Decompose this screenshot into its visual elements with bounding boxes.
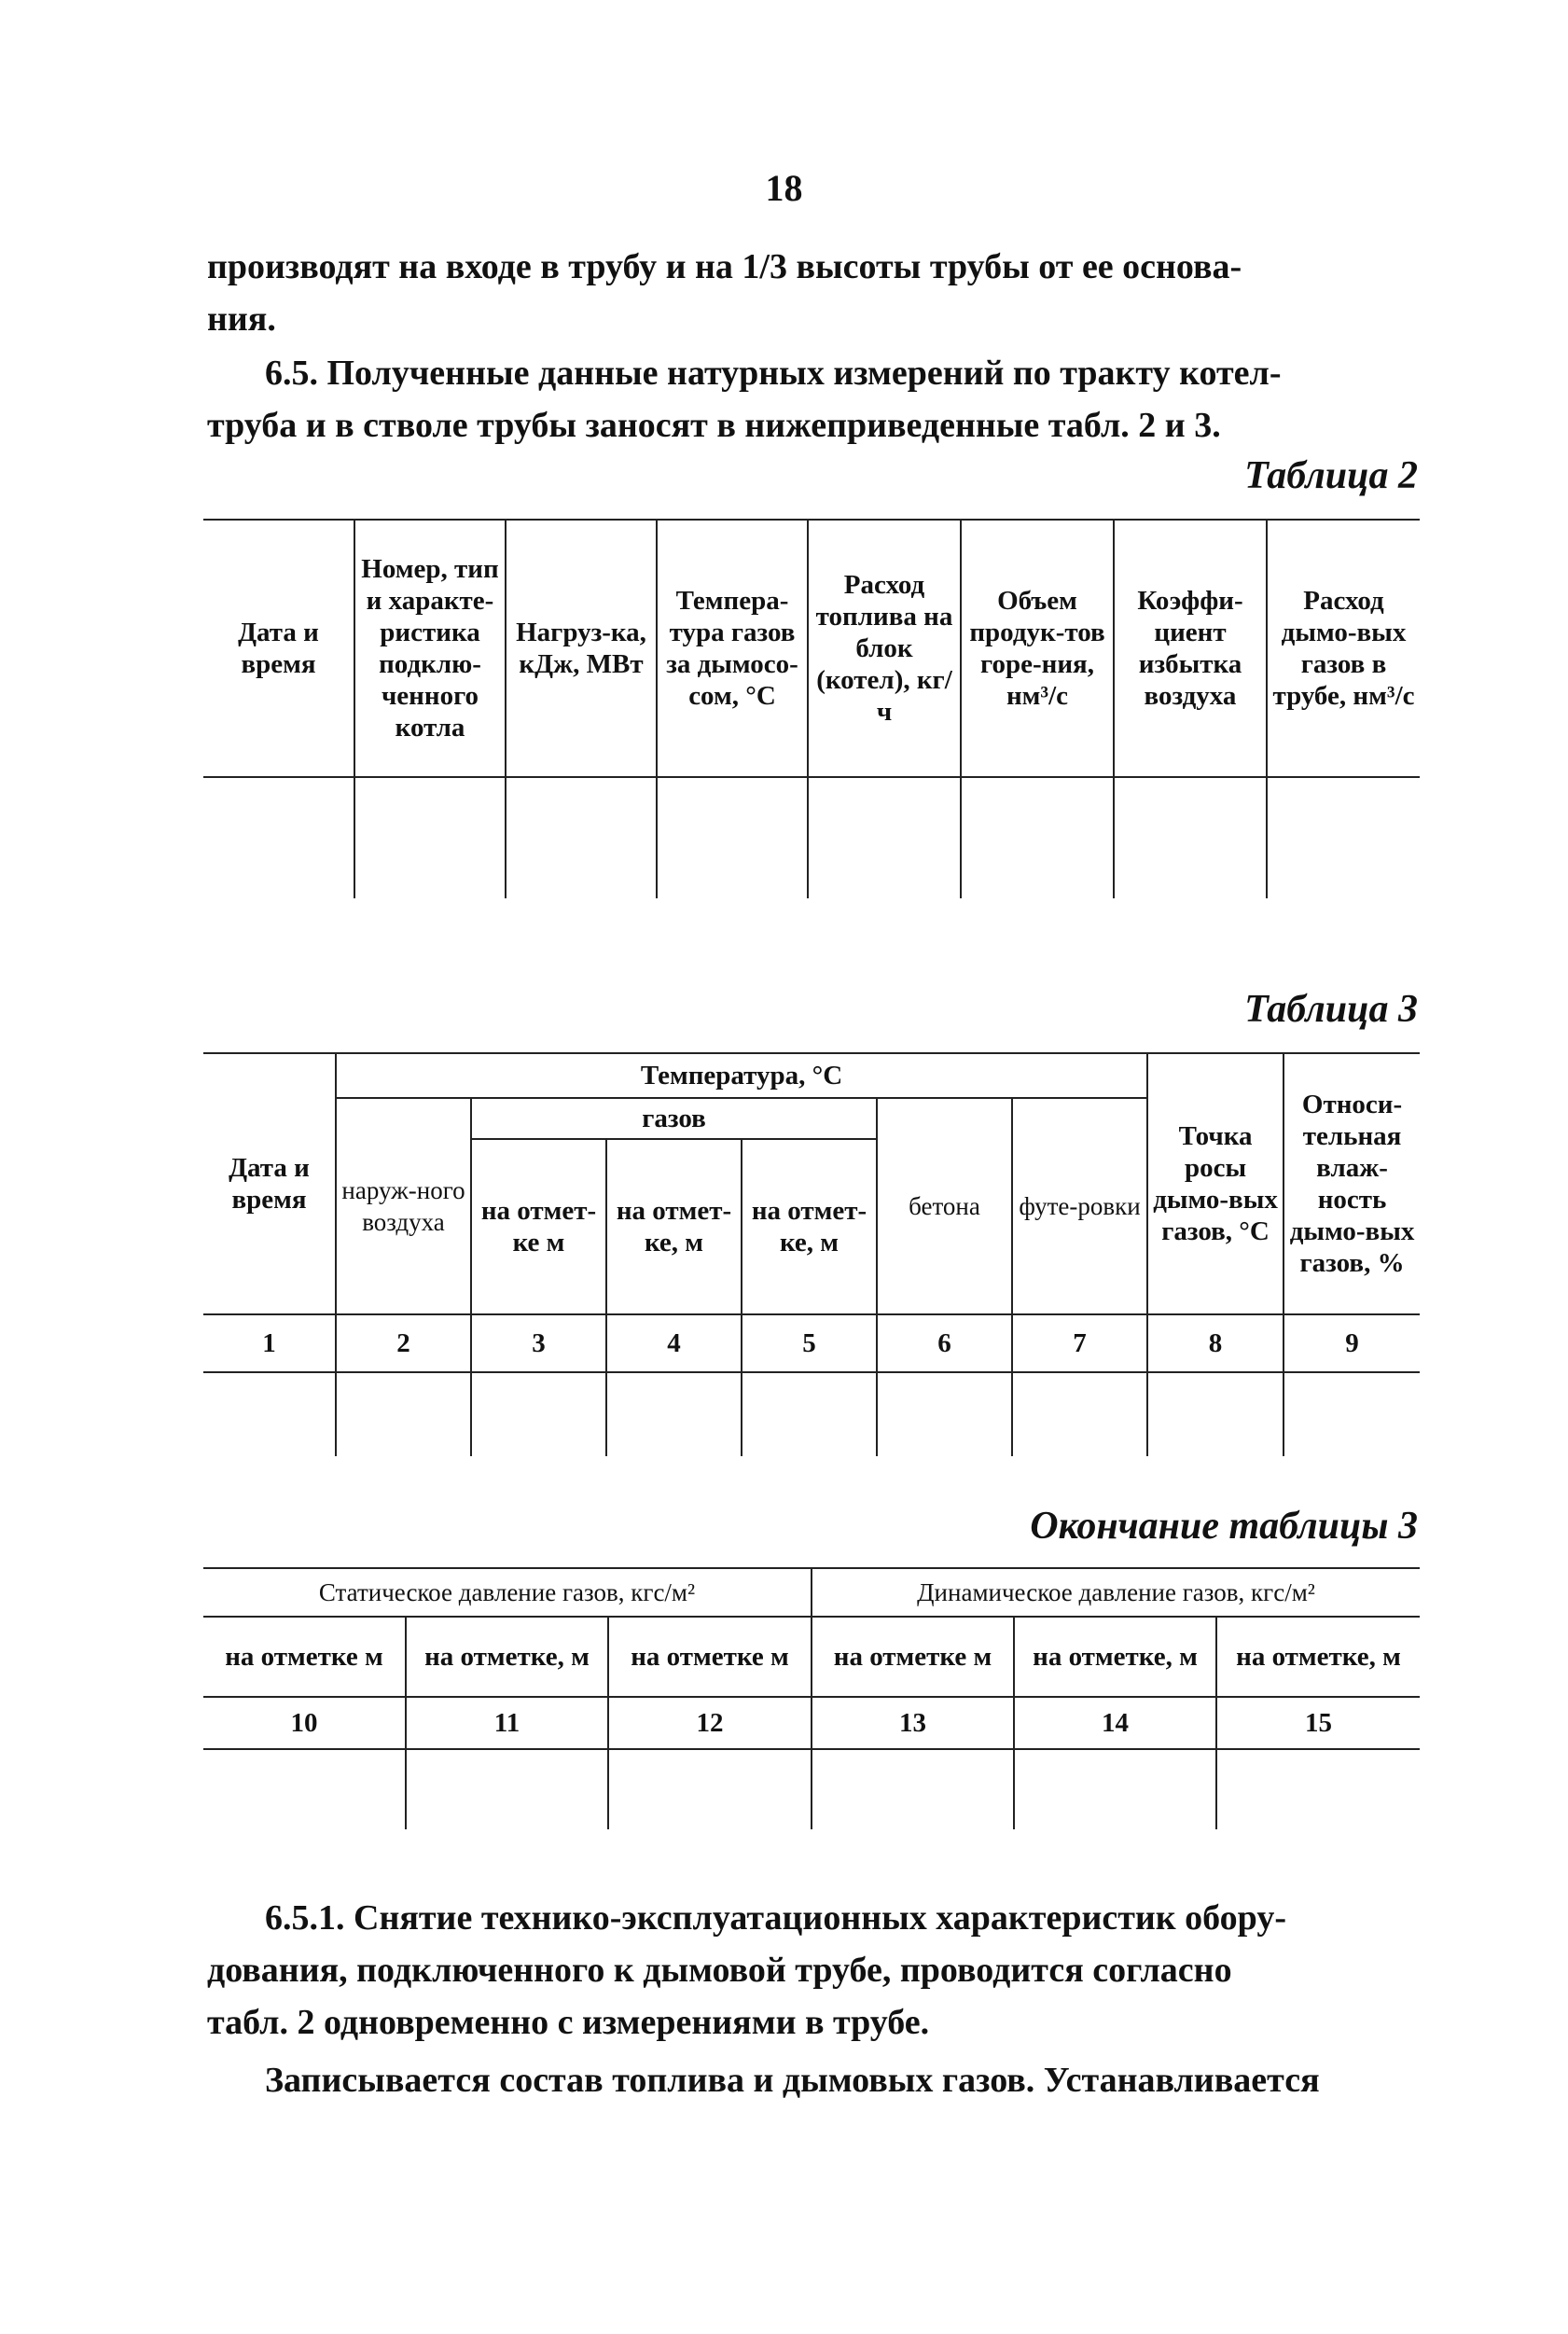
table2-caption: Таблица 2 xyxy=(1244,454,1418,497)
t3e-col-number: 15 xyxy=(1216,1697,1420,1749)
t2-header-date: Дата и время xyxy=(203,520,354,777)
t3e-header-mark: на отметке, м xyxy=(1014,1617,1216,1697)
t3-col-number: 1 xyxy=(203,1314,336,1372)
page-number: 18 xyxy=(765,167,803,209)
t3e-header-mark: на отметке, м xyxy=(406,1617,608,1697)
t3e-cell xyxy=(608,1749,812,1829)
t3e-cell xyxy=(203,1749,406,1829)
t2-header-volume: Объем продук-тов горе-ния, нм³/с xyxy=(961,520,1114,777)
t3-header-gas-mark-1: на отмет-ке м xyxy=(471,1139,606,1314)
t3e-header-mark: на отметке, м xyxy=(1216,1617,1420,1697)
paragraph-final xyxy=(207,2054,1420,2106)
t3-col-number: 3 xyxy=(471,1314,606,1372)
table3-end-caption: Окончание таблицы 3 xyxy=(1030,1505,1418,1548)
t3e-header-mark: на отметке м xyxy=(608,1617,812,1697)
t2-cell xyxy=(961,777,1114,898)
t3-header-humidity: Относи-тельная влаж-ность дымо-вых газов, % xyxy=(1284,1053,1420,1314)
text-line: дования, подключенного к дымовой трубе, проводится согласно xyxy=(207,1951,1232,1990)
table3-caption: Таблица 3 xyxy=(1244,988,1418,1031)
t3e-col-number: 13 xyxy=(812,1697,1014,1749)
text-line: производят на входе в трубу и на 1/3 высоты трубы от ее основа- xyxy=(207,247,1242,286)
t3e-cell xyxy=(406,1749,608,1829)
t3-cell xyxy=(742,1372,877,1456)
t2-header-excess-air: Коэффи-циент избытка воздуха xyxy=(1114,520,1267,777)
text-line: ния. xyxy=(207,299,276,339)
t2-cell xyxy=(1267,777,1420,898)
paragraph-6-5-1 xyxy=(207,1892,1420,2049)
t3-header-gas-mark-2: на отмет-ке, м xyxy=(606,1139,742,1314)
t2-header-gas-flow: Расход дымо-вых газов в трубе, нм³/с xyxy=(1267,520,1420,777)
paragraph-intro xyxy=(207,241,1420,345)
t3-col-number: 2 xyxy=(336,1314,471,1372)
t2-header-load: Нагруз-ка, кДж, МВт xyxy=(506,520,657,777)
t3-cell xyxy=(877,1372,1012,1456)
t3-col-number: 6 xyxy=(877,1314,1012,1372)
paragraph-6-5 xyxy=(207,347,1420,452)
table-3-continuation xyxy=(203,1567,1420,1829)
t3e-header-dynamic: Динамическое давление газов, кгс/м² xyxy=(812,1568,1420,1617)
t3e-col-number: 11 xyxy=(406,1697,608,1749)
t3-header-gases: газов xyxy=(471,1098,877,1139)
text-line: табл. 2 одновременно с измерениями в трубе. xyxy=(207,2003,930,2042)
t3-col-number: 8 xyxy=(1147,1314,1284,1372)
t2-cell xyxy=(506,777,657,898)
t2-cell xyxy=(657,777,808,898)
t3-col-number: 9 xyxy=(1284,1314,1420,1372)
t3e-col-number: 10 xyxy=(203,1697,406,1749)
table-3 xyxy=(203,1052,1420,1456)
t2-header-boiler: Номер, тип и характе-ристика подклю-ченного котла xyxy=(354,520,506,777)
t2-header-temperature: Темпера-тура газов за дымосо-сом, °С xyxy=(657,520,808,777)
t2-cell xyxy=(808,777,961,898)
t2-cell xyxy=(203,777,354,898)
t3-cell xyxy=(336,1372,471,1456)
t3e-col-number: 14 xyxy=(1014,1697,1216,1749)
t3-header-gas-mark-3: на отмет-ке, м xyxy=(742,1139,877,1314)
text-line: Записывается состав топлива и дымовых газов. Устанавливается xyxy=(265,2061,1320,2100)
t3-cell xyxy=(203,1372,336,1456)
t3-cell xyxy=(1284,1372,1420,1456)
text-line: 6.5.1. Снятие технико-эксплуатационных характеристик обору- xyxy=(265,1898,1286,1938)
t2-cell xyxy=(354,777,506,898)
t3e-header-mark: на отметке м xyxy=(203,1617,406,1697)
t3e-col-number: 12 xyxy=(608,1697,812,1749)
text-line: 6.5. Полученные данные натурных измерений по тракту котел- xyxy=(265,354,1282,393)
t3-col-number: 7 xyxy=(1012,1314,1147,1372)
t3-col-number: 5 xyxy=(742,1314,877,1372)
t3-header-date: Дата и время xyxy=(203,1053,336,1314)
t3-header-lining: футе-ровки xyxy=(1012,1098,1147,1314)
t3-cell xyxy=(471,1372,606,1456)
text-line: труба и в стволе трубы заносят в нижеприведенные табл. 2 и 3. xyxy=(207,406,1221,445)
t3e-cell xyxy=(1014,1749,1216,1829)
t3-header-concrete: бетона xyxy=(877,1098,1012,1314)
t3-header-dew-point: Точка росы дымо-вых газов, °С xyxy=(1147,1053,1284,1314)
t3e-header-static: Статическое давление газов, кгс/м² xyxy=(203,1568,812,1617)
t3-col-number: 4 xyxy=(606,1314,742,1372)
t2-cell xyxy=(1114,777,1267,898)
t3-cell xyxy=(1147,1372,1284,1456)
t3-cell xyxy=(606,1372,742,1456)
t3e-cell xyxy=(812,1749,1014,1829)
t2-header-fuel-flow: Расход топлива на блок (котел), кг/ч xyxy=(808,520,961,777)
table-2 xyxy=(203,519,1420,898)
t3e-cell xyxy=(1216,1749,1420,1829)
t3-header-outer-air: наруж-ного воздуха xyxy=(336,1098,471,1314)
t3-header-temperature: Температура, °С xyxy=(336,1053,1147,1098)
t3-cell xyxy=(1012,1372,1147,1456)
t3e-header-mark: на отметке м xyxy=(812,1617,1014,1697)
